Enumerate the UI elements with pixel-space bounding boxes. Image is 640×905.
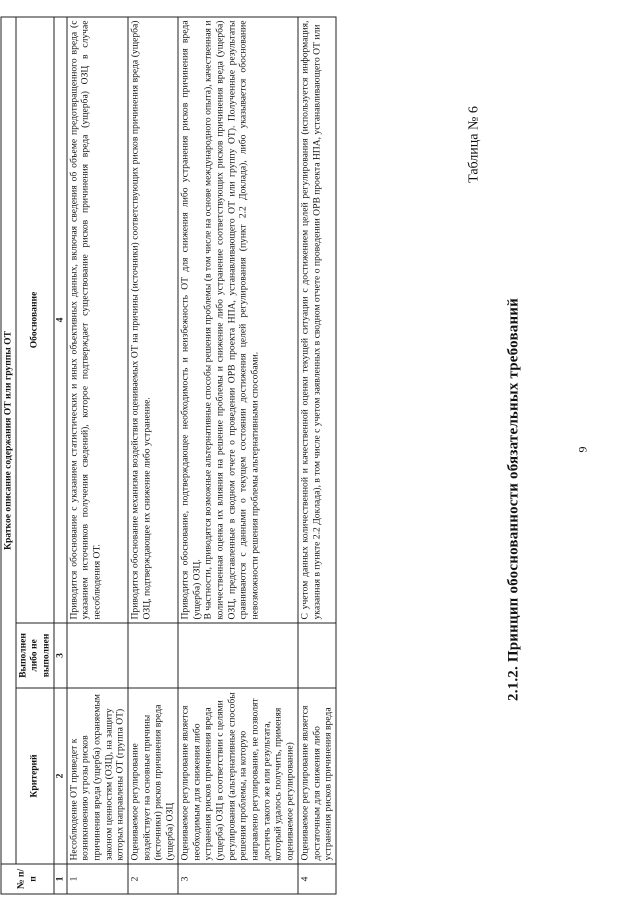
page-number: 9 bbox=[575, 446, 590, 453]
requirements-table bbox=[1, 17, 337, 895]
table-row bbox=[298, 17, 336, 894]
column-index: 2 bbox=[54, 688, 67, 864]
row-num: 1 bbox=[67, 864, 129, 894]
basis-paragraph: Приводится обоснование с указанием статистических и иных объективных данных, включая сведения об объеме предотвращенного вреда (с указанием источников получения сведений), которое подтверждает существование рисков причинения вреда (ущерба) ОЗЦ в случае несоблюдения ОТ. bbox=[68, 20, 103, 620]
row-basis bbox=[298, 17, 336, 623]
header-num: № п/п bbox=[1, 864, 54, 894]
header-done: Выполнен либо не выполнен bbox=[16, 623, 54, 688]
section-heading: 2.1.2. Принцип обоснованности обязательных требований bbox=[505, 298, 522, 701]
rotated-scanned-page bbox=[1, 0, 640, 905]
table-row bbox=[67, 17, 129, 894]
row-done bbox=[67, 623, 129, 688]
row-done bbox=[178, 623, 298, 688]
basis-paragraph: С учетом данных количественной и качественной оценки текущей ситуации с достижением целей регулирования (используется информация, указанная в пункте 2.2 Доклада), в том числе с учетом заявленных в сводном отчете о проведении ОРВ проекта НПА, устанавливающего ОТ или bbox=[299, 20, 323, 620]
column-index: 4 bbox=[54, 17, 67, 623]
row-criterion: Оцениваемое регулирование воздействует на основные причины (источники) рисков причинения вреда (ущерба) ОЗЦ bbox=[128, 688, 178, 864]
row-criterion: Несоблюдение ОТ приведет к возникновению угрозы рисков причинения вреда (ущерба) охраняемым законом ценностям (ОЗЦ), на защиту которых направлены ОТ (группа ОТ) bbox=[67, 688, 129, 864]
column-index-row bbox=[54, 17, 67, 894]
header-criterion: Критерий bbox=[16, 688, 54, 864]
basis-paragraph: В частности, приводятся возможные альтернативные способы решения проблемы (в том числе на основе международного опыта), качественная и количественная оценка их влияния на решение проблемы и снижение либо устранение соответствующих рисков причинения вреда (ущерба) ОЗЦ, представленные в сводном отчете о проведении ОРВ проекта НПА, устанавливающего ОТ или группу ОТ). Полученные результаты сравниваются с данными о текущем состоянии достижения целей регулирования (пункт 2.2 Доклада), либо указывается обоснование невозможности решения проблемы альтернативными способами. bbox=[202, 20, 261, 620]
row-basis bbox=[128, 17, 178, 623]
row-criterion: Оцениваемое регулирование является достаточным для снижения либо устранения рисков причинения вреда bbox=[298, 688, 336, 864]
table-row bbox=[178, 17, 298, 894]
table-super-header-row bbox=[1, 17, 16, 894]
basis-paragraph: Приводится обоснование, подтверждающее необходимость и неизбежность ОТ для снижения либо устранения рисков причинения вреда (ущерба) ОЗЦ. bbox=[179, 20, 203, 620]
row-criterion: Оцениваемое регулирование является необходимым для снижения либо устранения рисков причинения вреда (ущерба) ОЗЦ в соответствии с целями регулирования (альтернативные способы решения проблемы, на которую направлено регулирование, не позволят достичь такого же или результата, который удалось получить, применяя оцениваемое регулирование) bbox=[178, 688, 298, 864]
row-num: 3 bbox=[178, 864, 298, 894]
row-basis bbox=[67, 17, 129, 623]
header-basis: Обоснование bbox=[16, 17, 54, 623]
row-done bbox=[298, 623, 336, 688]
column-index: 1 bbox=[54, 864, 67, 894]
table-super-header: Краткое описание содержания ОТ или группы ОТ bbox=[1, 17, 16, 864]
row-done bbox=[128, 623, 178, 688]
table-caption: Таблица № 6 bbox=[466, 106, 482, 183]
row-num: 4 bbox=[298, 864, 336, 894]
row-num: 2 bbox=[128, 864, 178, 894]
basis-paragraph: Приводится обоснование механизма воздействия оцениваемых ОТ на причины (источники) соответствующих рисков причинения вреда (ущерба) ОЗЦ, подтверждающее их снижение либо устранение. bbox=[129, 20, 153, 620]
table-row bbox=[128, 17, 178, 894]
table-header-row bbox=[16, 17, 54, 894]
column-index: 3 bbox=[54, 623, 67, 688]
row-basis bbox=[178, 17, 298, 623]
